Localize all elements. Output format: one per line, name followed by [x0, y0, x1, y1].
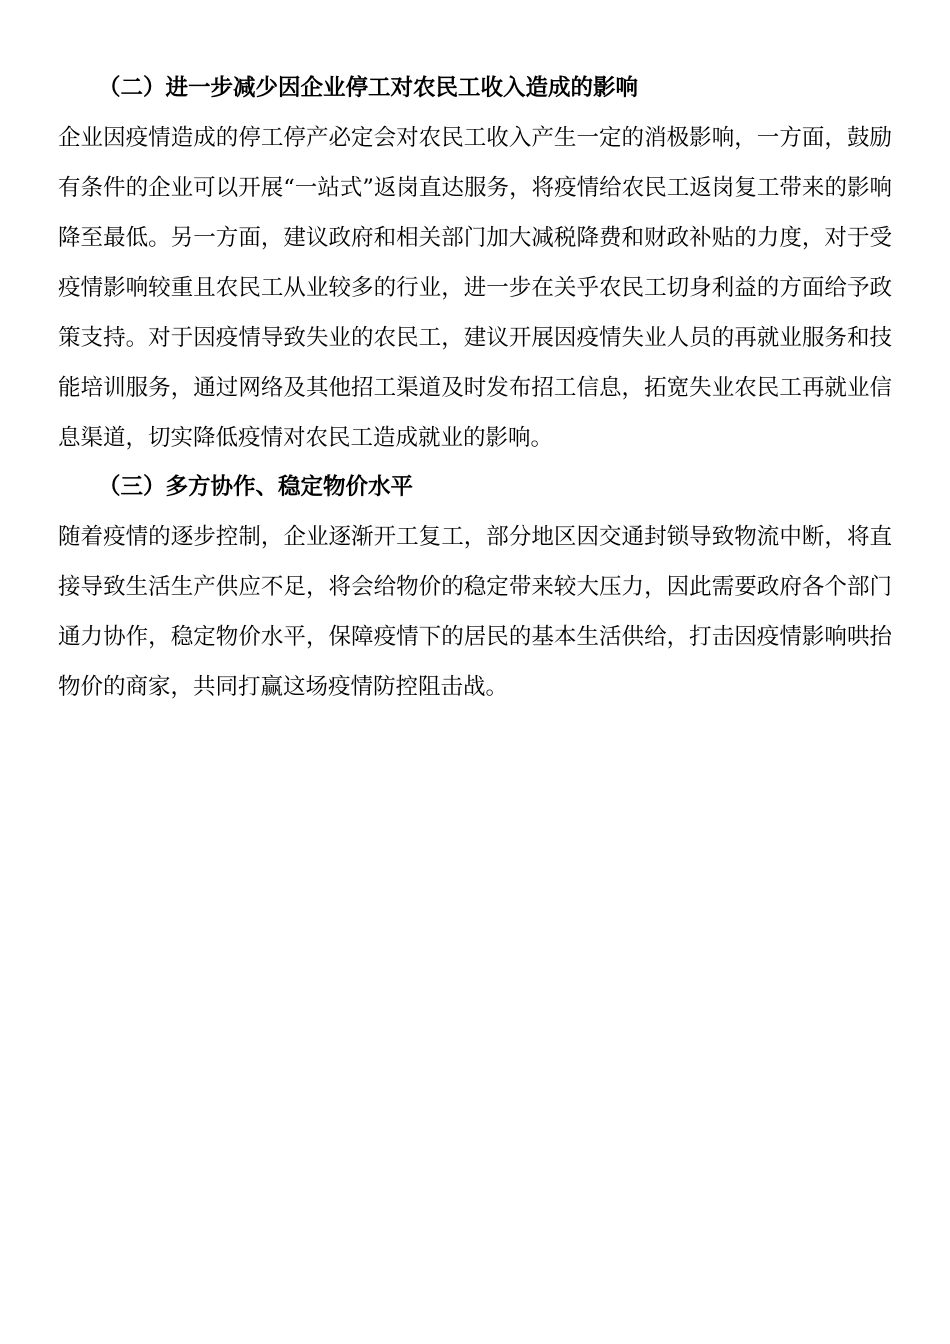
section-paragraph-2: 企业因疫情造成的停工停产必定会对农民工收入产生一定的消极影响，一方面，鼓励有条件的企业可以开展“一站式”返岗直达服务，将疫情给农民工返岗复工带来的影响降至最低。另一方面，建议政府和相关部门加大减税降费和财政补贴的力度，对于受疫情影响较重且农民工从业较多的行业，进一步在关乎农民工切身利益的方面给予政策支持。对于因疫情导致失业的农民工，建议开展因疫情失业人员的再就业服务和技能培训服务，通过网络及其他招工渠道及时发布招工信息，拓宽失业农民工再就业信息渠道，切实降低疫情对农民工造成就业的影响。: [58, 125, 892, 451]
section-paragraph-3: 随着疫情的逐步控制，企业逐渐开工复工，部分地区因交通封锁导致物流中断，将直接导致生活生产供应不足，将会给物价的稳定带来较大压力，因此需要政府各个部门通力协作，稳定物价水平，保障疫情下的居民的基本生活供给，打击因疫情影响哄抬物价的商家，共同打赢这场疫情防控阻击战。: [58, 524, 892, 700]
section-heading-2: （二）进一步减少因企业停工对农民工收入造成的影响: [98, 75, 639, 101]
section-heading-3: （三）多方协作、稳定物价水平: [98, 474, 414, 500]
document-page: [58, 68, 892, 712]
